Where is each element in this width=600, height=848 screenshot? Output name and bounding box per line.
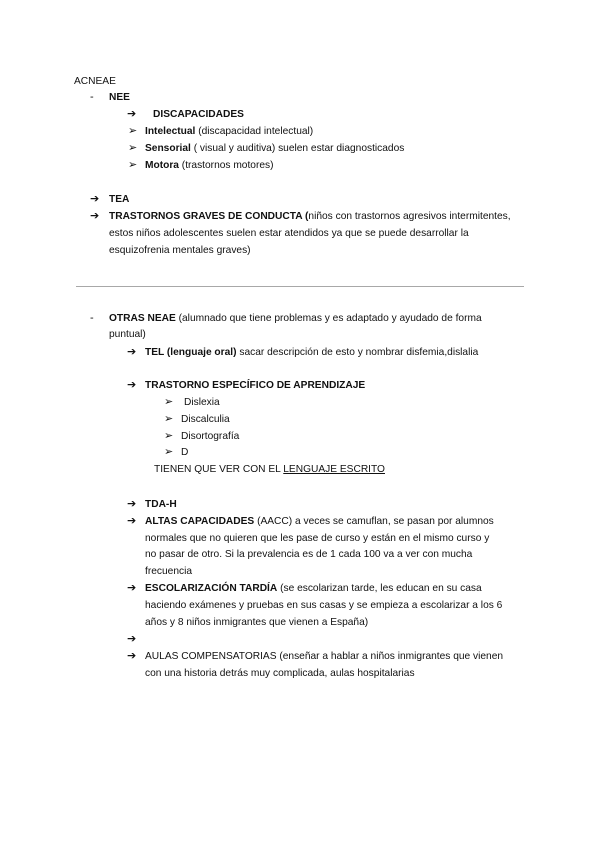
tardia-line-2: haciendo exámenes y pruebas en sus casas y se empieza a escolarizar a los 6 [145,600,503,611]
trastornos-line-2: estos niños adolescentes suelen estar atendidos ya que se puede desarrollar la [109,228,469,239]
arrow-icon: ➔ [127,346,137,358]
intelectual-item: Intelectual (discapacidad intelectual) [145,126,314,137]
altas-line-4: frecuencia [145,566,193,577]
trastorno-aprendizaje-heading: TRASTORNO ESPECÍFICO DE APRENDIZAJE [145,380,366,391]
sensorial-item: Sensorial ( visual y auditiva) suelen estar diagnosticados [145,143,405,154]
triangle-bullet-icon: ➢ [128,125,138,137]
altas-line-3: no pasar de otro. Si la prevalencia es de 1 cada 100 va a ver con mucha [145,549,473,560]
tienen-que-ver-line: TIENEN QUE VER CON EL LENGUAJE ESCRITO [154,464,385,475]
arrow-icon: ➔ [90,210,100,222]
trastornos-line-1: TRASTORNOS GRAVES DE CONDUCTA (niños con trastornos agresivos intermitentes, [109,211,511,222]
arrow-icon: ➔ [127,650,137,662]
triangle-bullet-icon: ➢ [164,446,174,458]
arrow-icon: ➔ [127,582,137,594]
arrow-icon: ➔ [127,379,137,391]
triangle-bullet-icon: ➢ [128,159,138,171]
tardia-line-1: ESCOLARIZACIÓN TARDÍA (se escolarizan tarde, les educan en su casa [145,583,482,594]
list-item: Dislexia [184,397,220,408]
list-item: Discalculia [181,414,230,425]
discapacidades-heading: DISCAPACIDADES [153,109,244,120]
tel-item: TEL (lenguaje oral) sacar descripción de esto y nombrar disfemia,dislalia [145,347,479,358]
arrow-icon: ➔ [127,633,137,645]
triangle-bullet-icon: ➢ [128,142,138,154]
dash-bullet: - [90,312,94,324]
tea-heading: TEA [109,194,130,205]
list-item: Disortografía [181,431,240,442]
aulas-line-2: con una historia detrás muy complicada, aulas hospitalarias [145,668,415,679]
triangle-bullet-icon: ➢ [164,430,174,442]
arrow-icon: ➔ [90,193,100,205]
altas-line-1: ALTAS CAPACIDADES (AACC) a veces se camuflan, se pasan por alumnos [145,516,494,527]
tardia-line-3: años y 8 niños inmigrantes que vienen a España) [145,617,369,628]
dash-bullet: - [90,91,94,103]
list-item: D [181,447,189,458]
doc-title: ACNEAE [74,76,116,87]
motora-item: Motora (trastornos motores) [145,160,274,171]
arrow-icon: ➔ [127,515,137,527]
triangle-bullet-icon: ➢ [164,413,174,425]
aulas-line-1: AULAS COMPENSATORIAS (enseñar a hablar a niños inmigrantes que vienen [145,651,504,662]
arrow-icon: ➔ [127,498,137,510]
otras-line-2: puntual) [109,329,146,340]
otras-line-1: OTRAS NEAE (alumnado que tiene problemas y es adaptado y ayudado de forma [109,313,482,324]
tdah-item: TDA-H [145,499,177,510]
horizontal-divider [76,286,524,287]
trastornos-line-3: esquizofrenia mentales graves) [109,245,251,256]
altas-line-2: normales que no quieren que les pase de curso y están en el mismo curso y [145,533,490,544]
nee-heading: NEE [109,92,130,103]
arrow-icon: ➔ [127,108,137,120]
triangle-bullet-icon: ➢ [164,396,174,408]
